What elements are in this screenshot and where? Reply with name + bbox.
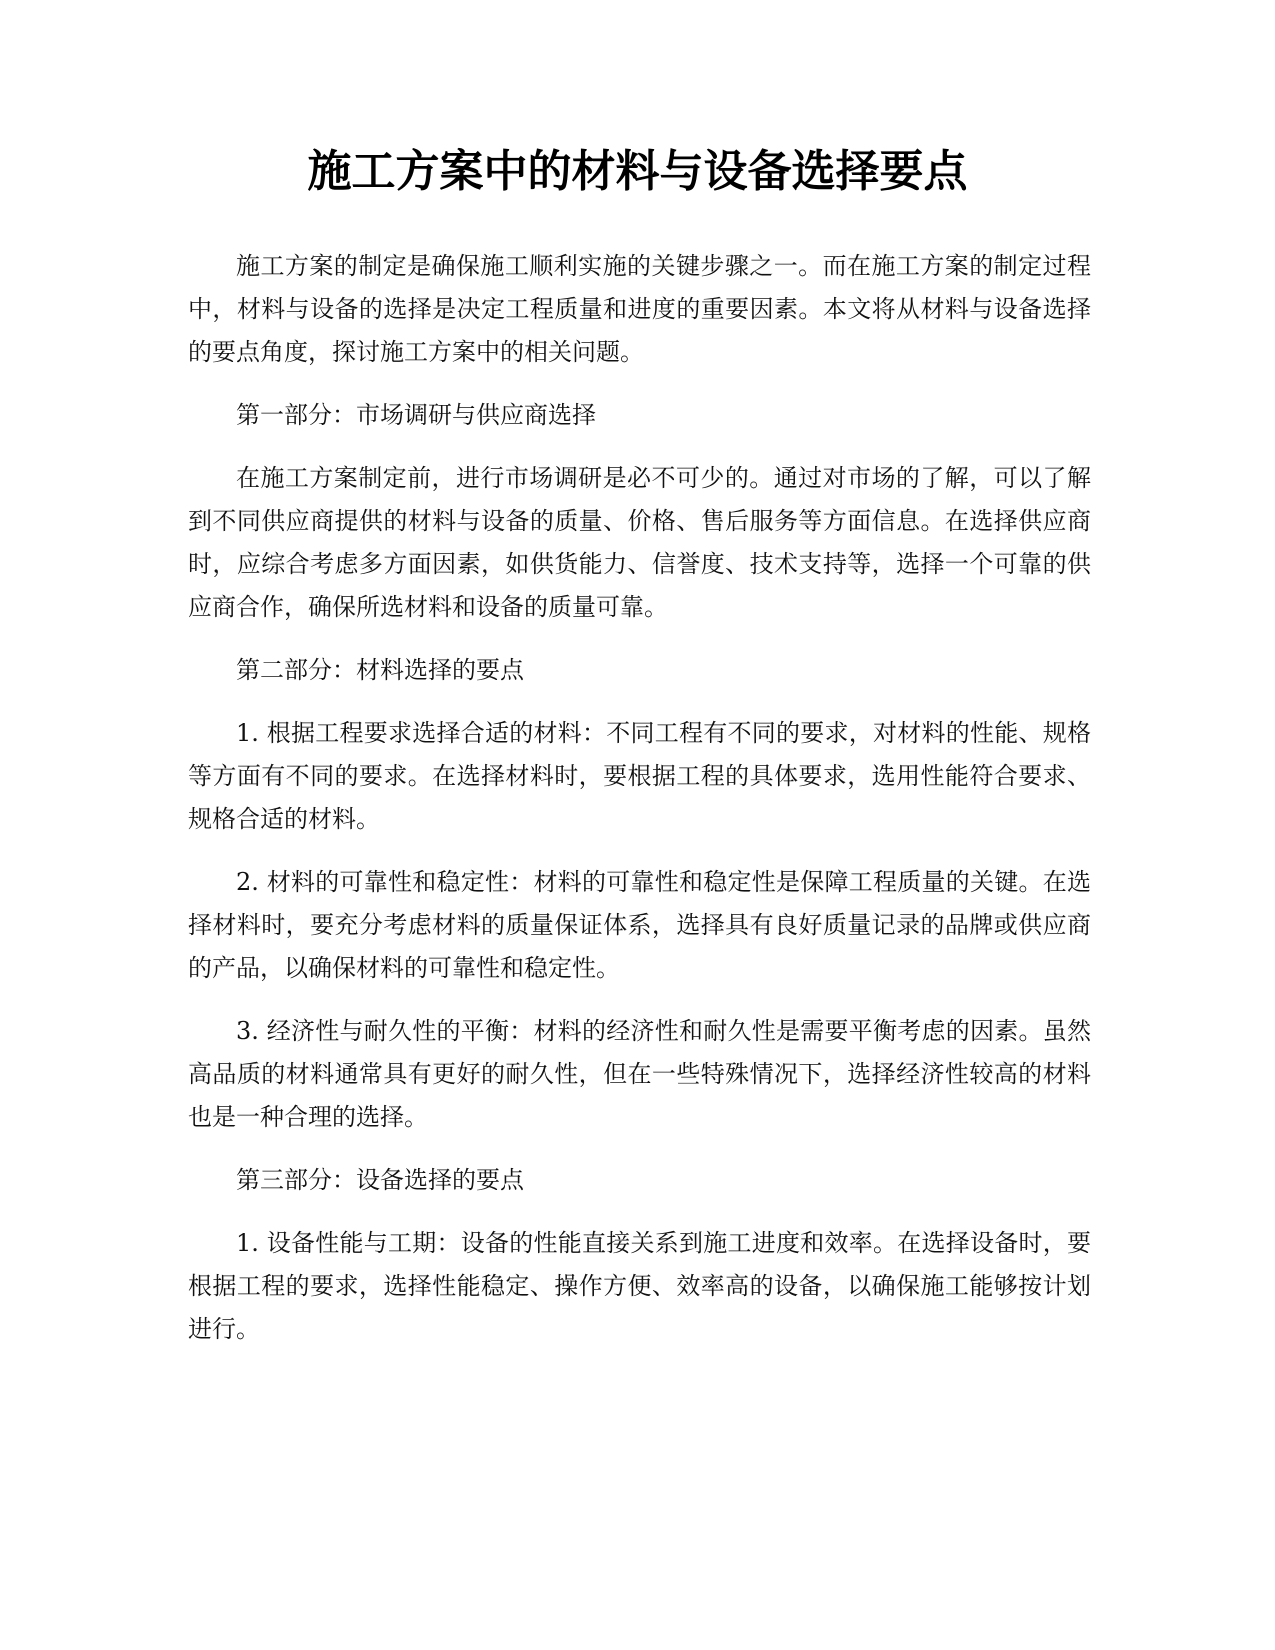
section-2-heading: 第二部分：材料选择的要点 xyxy=(236,656,524,684)
section-2-item-2: 2. 材料的可靠性和稳定性：材料的可靠性和稳定性是保障工程质量的关键。在选择材料时，要充分考虑材料的质量保证体系，选择具有良好质量记录的品牌或供应商的产品，以确保材料的可靠性和稳定性。 xyxy=(188,868,1091,982)
document-body xyxy=(188,245,1091,1371)
section-2-item-1: 1. 根据工程要求选择合适的材料：不同工程有不同的要求，对材料的性能、规格等方面有不同的要求。在选择材料时，要根据工程的具体要求，选用性能符合要求、规格合适的材料。 xyxy=(188,719,1091,833)
section-1-heading: 第一部分：市场调研与供应商选择 xyxy=(236,401,596,429)
section-1-paragraph: 在施工方案制定前，进行市场调研是必不可少的。通过对市场的了解，可以了解到不同供应商提供的材料与设备的质量、价格、售后服务等方面信息。在选择供应商时，应综合考虑多方面因素，如供货能力、信誉度、技术支持等，选择一个可靠的供应商合作，确保所选材料和设备的质量可靠。 xyxy=(188,464,1091,621)
section-2-item-3: 3. 经济性与耐久性的平衡：材料的经济性和耐久性是需要平衡考虑的因素。虽然高品质的材料通常具有更好的耐久性，但在一些特殊情况下，选择经济性较高的材料也是一种合理的选择。 xyxy=(188,1017,1091,1131)
section-3-item-1: 1. 设备性能与工期：设备的性能直接关系到施工进度和效率。在选择设备时，要根据工程的要求，选择性能稳定、操作方便、效率高的设备，以确保施工能够按计划进行。 xyxy=(188,1229,1091,1343)
intro-paragraph: 施工方案的制定是确保施工顺利实施的关键步骤之一。而在施工方案的制定过程中，材料与设备的选择是决定工程质量和进度的重要因素。本文将从材料与设备选择的要点角度，探讨施工方案中的相关问题。 xyxy=(188,252,1091,366)
section-3-heading: 第三部分：设备选择的要点 xyxy=(236,1166,524,1194)
document-title: 施工方案中的材料与设备选择要点 xyxy=(307,146,968,197)
